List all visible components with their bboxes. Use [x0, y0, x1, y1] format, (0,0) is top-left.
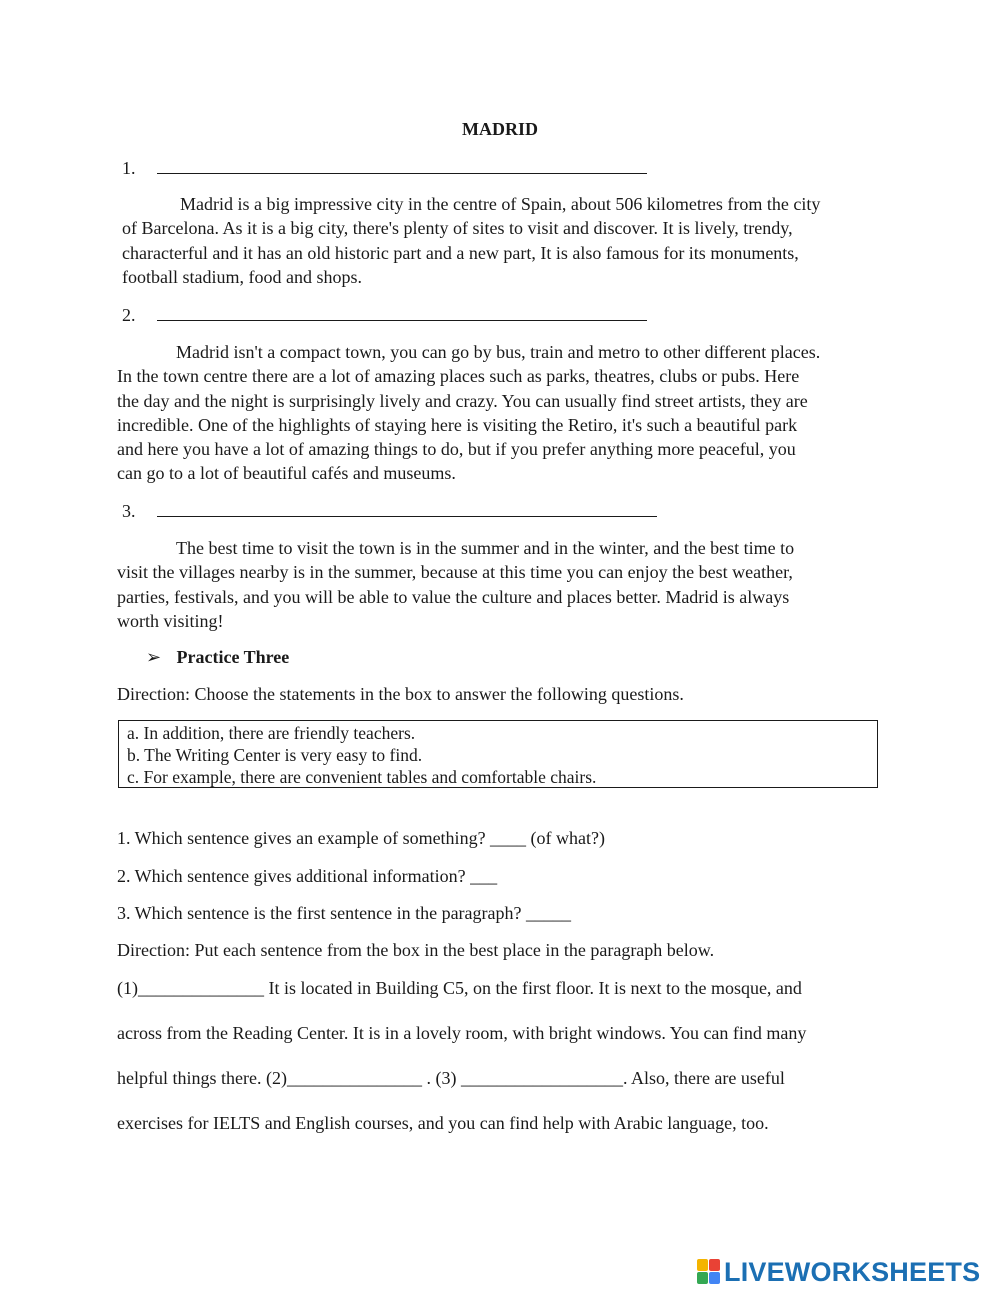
logo-mark-icon [697, 1259, 721, 1285]
direction-2: Direction: Put each sentence from the box in the best place in the paragraph below. [117, 940, 715, 960]
paragraph-line: incredible. One of the highlights of staying here is visiting the Retiro, it's such a beautiful park [117, 414, 798, 435]
direction-1: Direction: Choose the statements in the box to answer the following questions. [117, 684, 684, 704]
section-number: 3. [122, 501, 136, 521]
answer-blank-2[interactable] [157, 304, 647, 321]
section-number: 1. [122, 158, 136, 178]
fill-paragraph-line: across from the Reading Center. It is in a lovely room, with bright windows. You can find many [117, 1023, 807, 1043]
question-2: 2. Which sentence gives additional information? ___ [117, 866, 498, 886]
paragraph-line: the day and the night is surprisingly lively and crazy. You can usually find street artists, they are [117, 390, 808, 411]
section-3-paragraph [117, 536, 794, 633]
section-1-paragraph [122, 192, 820, 289]
answer-blank-3[interactable] [157, 500, 657, 517]
logo-square-icon [709, 1259, 720, 1271]
fill-paragraph-line: (1)______________ It is located in Building C5, on the first floor. It is next to the mosque, and [117, 978, 802, 998]
paragraph-line: Madrid isn't a compact town, you can go by bus, train and metro to other different places. [176, 342, 821, 362]
section-number: 2. [122, 305, 136, 325]
statement-option-a: a. In addition, there are friendly teachers. [127, 723, 416, 743]
paragraph-line: can go to a lot of beautiful cafés and museums. [117, 463, 456, 484]
page-title: MADRID [462, 119, 538, 139]
logo-square-icon [709, 1272, 720, 1284]
question-3: 3. Which sentence is the first sentence in the paragraph? _____ [117, 903, 572, 923]
paragraph-line: parties, festivals, and you will be able to value the culture and places better. Madrid is always [117, 586, 790, 607]
paragraph-line: In the town centre there are a lot of amazing places such as parks, theatres, clubs or pubs. Here [117, 366, 800, 387]
liveworksheets-logo [697, 1256, 980, 1288]
paragraph-line: The best time to visit the town is in the summer and in the winter, and the best time to [176, 538, 795, 558]
statement-option-c: c. For example, there are convenient tables and comfortable chairs. [127, 767, 597, 787]
logo-square-icon [697, 1259, 708, 1271]
section-2-paragraph [117, 340, 820, 486]
paragraph-line: of Barcelona. As it is a big city, there's plenty of sites to visit and discover. It is lively, trendy, [122, 218, 793, 239]
section-3-heading [122, 500, 657, 522]
practice-heading [146, 647, 289, 668]
paragraph-line: visit the villages nearby is in the summer, because at this time you can enjoy the best weather, [117, 562, 793, 583]
paragraph-line: worth visiting! [117, 610, 224, 631]
section-1-heading [122, 157, 647, 179]
statement-option-b: b. The Writing Center is very easy to find. [127, 745, 423, 765]
logo-square-icon [697, 1272, 708, 1284]
fill-paragraph-line: helpful things there. (2)_______________ . (3) __________________. Also, there are useful [117, 1068, 785, 1088]
practice-heading-label: Practice Three [176, 647, 290, 667]
paragraph-line: characterful and it has an old historic part and a new part, It is also famous for its monuments, [122, 242, 799, 263]
paragraph-line: football stadium, food and shops. [122, 266, 362, 287]
answer-blank-1[interactable] [157, 157, 647, 174]
fill-paragraph-line: exercises for IELTS and English courses, and you can find help with Arabic language, too. [117, 1113, 769, 1133]
question-1: 1. Which sentence gives an example of something? ____ (of what?) [117, 828, 606, 848]
paragraph-line: Madrid is a big impressive city in the centre of Spain, about 506 kilometres from the city [180, 194, 821, 214]
section-2-heading [122, 304, 647, 326]
statement-box [118, 720, 878, 788]
arrow-bullet-icon: ➢ [146, 647, 162, 667]
paragraph-line: and here you have a lot of amazing things to do, but if you prefer anything more peaceful, you [117, 439, 796, 460]
logo-text: LIVEWORKSHEETS [724, 1257, 981, 1287]
